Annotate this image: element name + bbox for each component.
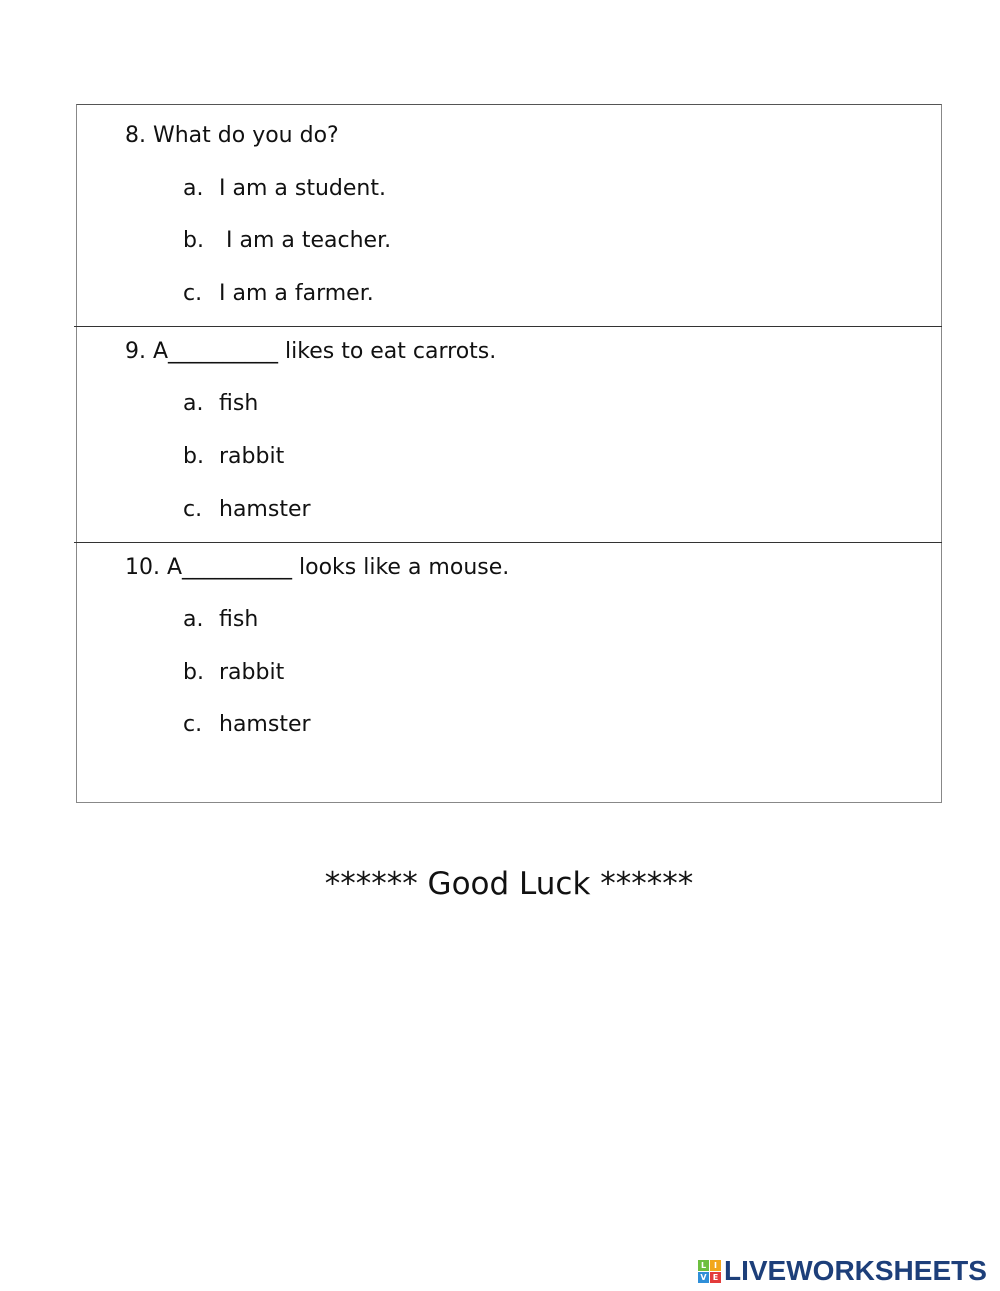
option-letter: a. bbox=[183, 391, 204, 416]
option-text: fish bbox=[219, 607, 259, 632]
option-10b[interactable] bbox=[183, 659, 284, 687]
option-text: hamster bbox=[219, 497, 311, 522]
option-8c[interactable] bbox=[183, 280, 374, 308]
option-9c[interactable] bbox=[183, 496, 311, 524]
option-text: rabbit bbox=[219, 444, 285, 469]
question-9: 9. A__________ likes to eat carrots. bbox=[125, 339, 497, 364]
question-8: 8. What do you do? bbox=[125, 123, 339, 148]
logo-block: I bbox=[710, 1260, 721, 1271]
row-divider bbox=[74, 326, 942, 327]
option-8b[interactable] bbox=[183, 227, 391, 255]
option-letter: a. bbox=[183, 176, 204, 201]
question-10: 10. A__________ looks like a mouse. bbox=[125, 555, 510, 580]
option-letter: b. bbox=[183, 444, 204, 469]
liveworksheets-logo[interactable] bbox=[698, 1255, 987, 1287]
option-text: fish bbox=[219, 391, 259, 416]
option-text: rabbit bbox=[219, 660, 285, 685]
logo-blocks-icon bbox=[698, 1260, 721, 1283]
logo-text: LIVEWORKSHEETS bbox=[724, 1255, 987, 1286]
option-9b[interactable] bbox=[183, 443, 284, 471]
option-letter: b. bbox=[183, 228, 204, 253]
logo-block: E bbox=[710, 1272, 721, 1283]
option-letter: a. bbox=[183, 607, 204, 632]
option-letter: c. bbox=[183, 712, 203, 737]
logo-block: L bbox=[698, 1260, 709, 1271]
option-text: I am a teacher. bbox=[219, 228, 392, 253]
good-luck-footer: ****** Good Luck ****** bbox=[324, 866, 694, 902]
option-letter: b. bbox=[183, 660, 204, 685]
option-text: I am a student. bbox=[219, 176, 386, 201]
option-letter: c. bbox=[183, 497, 203, 522]
row-divider bbox=[74, 542, 942, 543]
option-10a[interactable] bbox=[183, 606, 258, 634]
option-text: I am a farmer. bbox=[219, 281, 374, 306]
option-text: hamster bbox=[219, 712, 311, 737]
option-10c[interactable] bbox=[183, 711, 311, 739]
option-letter: c. bbox=[183, 281, 203, 306]
option-9a[interactable] bbox=[183, 390, 258, 418]
logo-block: V bbox=[698, 1272, 709, 1283]
option-8a[interactable] bbox=[183, 175, 386, 203]
